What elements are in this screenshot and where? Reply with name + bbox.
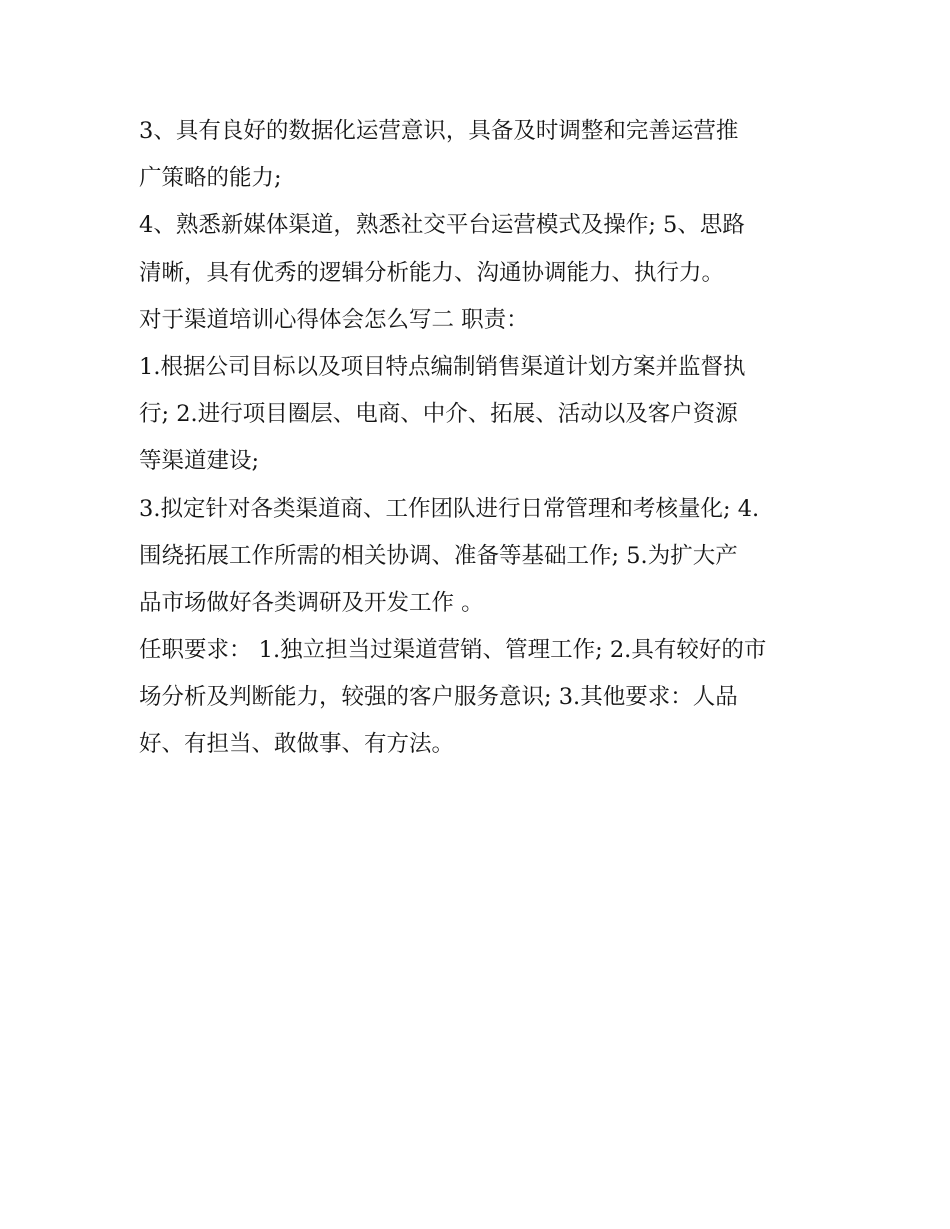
text-line: 好、有担当、敢做事、有方法。 bbox=[139, 731, 455, 758]
text-line: 品市场做好各类调研及开发工作 。 bbox=[139, 589, 484, 616]
text-line: 任职要求： 1.独立担当过渠道营销、管理工作; 2.具有较好的市 bbox=[139, 637, 767, 664]
text-line: 4、熟悉新媒体渠道，熟悉社交平台运营模式及操作; 5、思路 bbox=[139, 212, 745, 239]
text-line: 3.拟定针对各类渠道商、工作团队进行日常管理和考核量化; 4. bbox=[139, 495, 760, 522]
text-line: 广策略的能力; bbox=[139, 165, 282, 192]
text-line: 清晰，具有优秀的逻辑分析能力、沟通协调能力、执行力。 bbox=[139, 259, 725, 286]
text-line: 场分析及判断能力，较强的客户服务意识; 3.其他要求：人品 bbox=[139, 684, 738, 711]
text-line: 1.根据公司目标以及项目特点编制销售渠道计划方案并监督执 bbox=[139, 353, 746, 380]
text-line: 等渠道建设; bbox=[139, 448, 260, 475]
text-line: 围绕拓展工作所需的相关协调、准备等基础工作; 5.为扩大产 bbox=[139, 542, 738, 569]
section-heading-line: 对于渠道培训心得体会怎么写二 职责： bbox=[139, 306, 529, 333]
text-line: 行; 2.进行项目圈层、电商、中介、拓展、活动以及客户资源 bbox=[139, 401, 738, 428]
document-body bbox=[139, 108, 811, 769]
text-line: 3、具有良好的数据化运营意识，具备及时调整和完善运营推 bbox=[139, 118, 739, 144]
